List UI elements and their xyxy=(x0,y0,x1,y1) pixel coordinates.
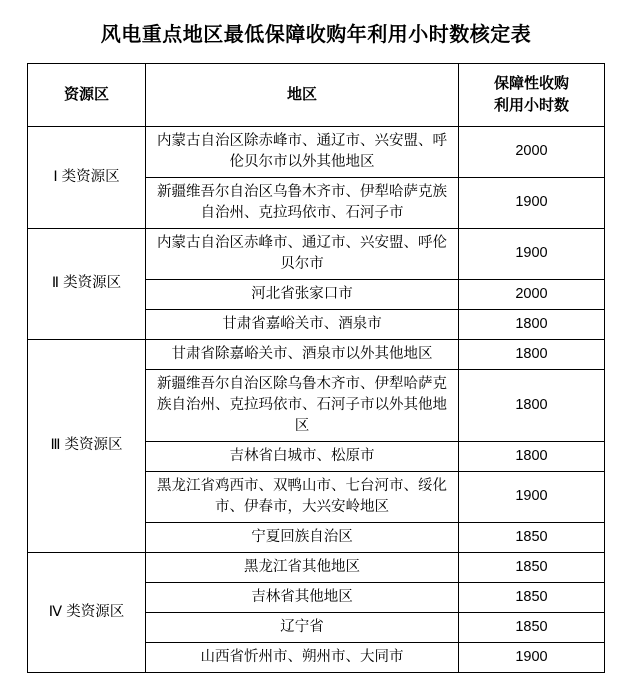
hours-cell: 1850 xyxy=(459,582,605,612)
hours-cell: 2000 xyxy=(459,279,605,309)
region-cell: 内蒙古自治区赤峰市、通辽市、兴安盟、呼伦贝尔市 xyxy=(146,228,459,279)
table-row xyxy=(28,552,605,582)
hours-cell: 1900 xyxy=(459,471,605,522)
hours-cell: 1850 xyxy=(459,552,605,582)
region-cell: 甘肃省除嘉峪关市、酒泉市以外其他地区 xyxy=(146,339,459,369)
region-cell: 辽宁省 xyxy=(146,612,459,642)
region-cell: 河北省张家口市 xyxy=(146,279,459,309)
region-cell: 新疆维吾尔自治区乌鲁木齐市、伊犁哈萨克族自治州、克拉玛依市、石河子市 xyxy=(146,177,459,228)
region-cell: 新疆维吾尔自治区除乌鲁木齐市、伊犁哈萨克族自治州、克拉玛依市、石河子市以外其他地区 xyxy=(146,369,459,441)
region-cell: 宁夏回族自治区 xyxy=(146,522,459,552)
hours-cell: 1850 xyxy=(459,522,605,552)
hours-cell: 1900 xyxy=(459,177,605,228)
hours-cell: 1900 xyxy=(459,228,605,279)
table-header xyxy=(28,64,605,127)
hours-cell: 1850 xyxy=(459,612,605,642)
hours-cell: 1800 xyxy=(459,369,605,441)
hours-cell: 1800 xyxy=(459,441,605,471)
hours-cell: 2000 xyxy=(459,126,605,177)
column-header-hours-line1: 保障性收购 xyxy=(493,75,569,92)
table-row xyxy=(28,228,605,279)
hours-cell: 1900 xyxy=(459,642,605,672)
column-header-zone: 资源区 xyxy=(28,64,146,127)
hours-cell: 1800 xyxy=(459,309,605,339)
wind-hours-table xyxy=(27,63,605,673)
region-cell: 吉林省其他地区 xyxy=(146,582,459,612)
table-body xyxy=(28,126,605,672)
zone-label-4: Ⅳ 类资源区 xyxy=(28,552,146,672)
column-header-hours xyxy=(459,64,605,127)
column-header-hours-line2: 利用小时数 xyxy=(493,96,569,114)
zone-label-1: Ⅰ 类资源区 xyxy=(28,126,146,228)
zone-label-2: Ⅱ 类资源区 xyxy=(28,228,146,339)
table-header-row xyxy=(28,64,605,127)
table-row xyxy=(28,126,605,177)
region-cell: 内蒙古自治区除赤峰市、通辽市、兴安盟、呼伦贝尔市以外其他地区 xyxy=(146,126,459,177)
table-row xyxy=(28,339,605,369)
page-title: 风电重点地区最低保障收购年利用小时数核定表 xyxy=(100,24,532,46)
zone-label-3: Ⅲ 类资源区 xyxy=(28,339,146,552)
column-header-region: 地区 xyxy=(146,64,459,127)
region-cell: 吉林省白城市、松原市 xyxy=(146,441,459,471)
region-cell: 黑龙江省鸡西市、双鸭山市、七台河市、绥化市、伊春市，大兴安岭地区 xyxy=(146,471,459,522)
hours-cell: 1800 xyxy=(459,339,605,369)
region-cell: 山西省忻州市、朔州市、大同市 xyxy=(146,642,459,672)
region-cell: 甘肃省嘉峪关市、酒泉市 xyxy=(146,309,459,339)
region-cell: 黑龙江省其他地区 xyxy=(146,552,459,582)
